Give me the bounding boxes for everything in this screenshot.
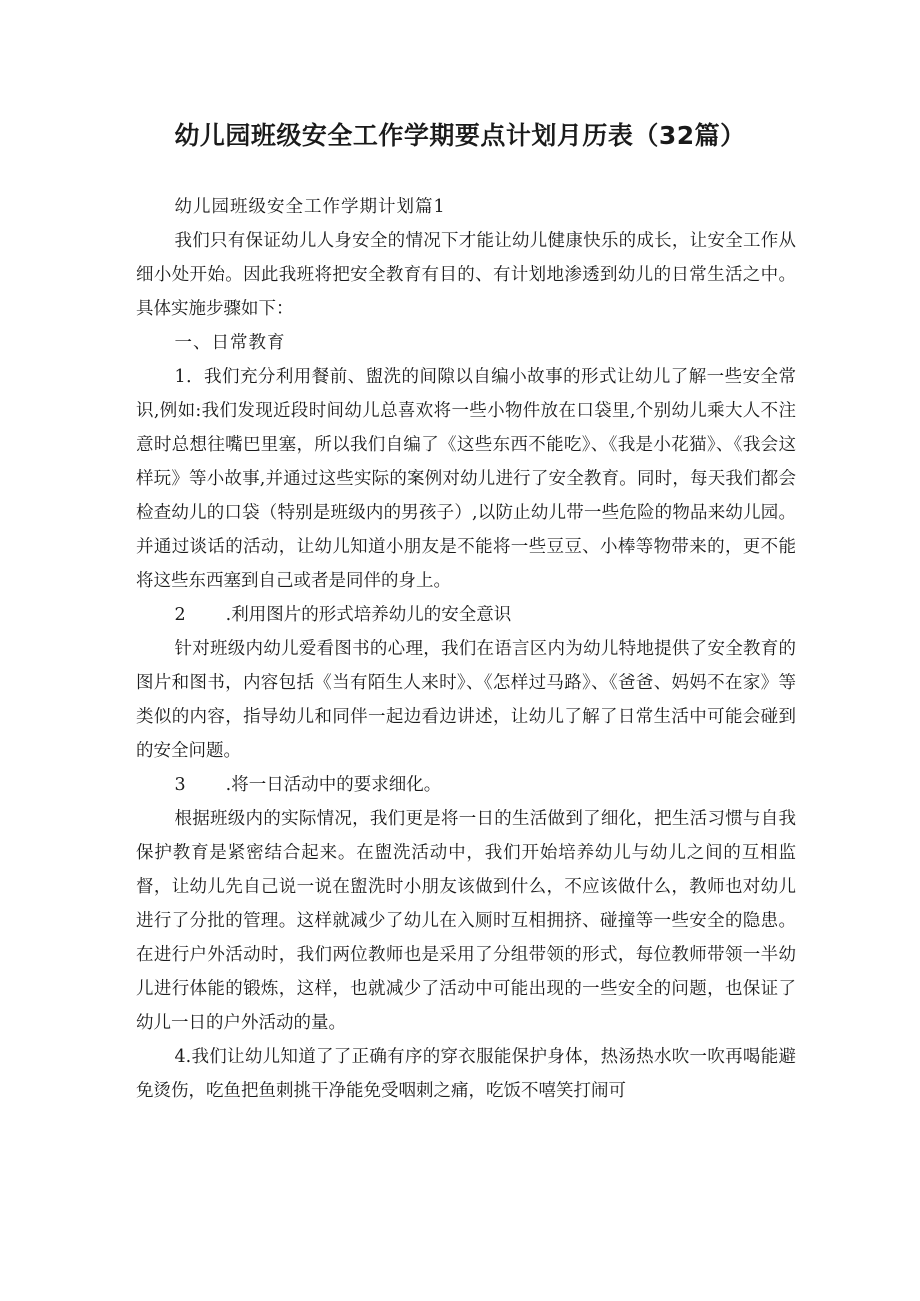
item-3-number: 3 [174, 775, 186, 795]
item-2-paragraph: 针对班级内幼儿爱看图书的心理，我们在语言区内为幼儿特地提供了安全教育的图片和图书，内容包括《当有陌生人来时》、《怎样过马路》、《爸爸、妈妈不在家》等类似的内容，指导幼儿和同伴一起边看边讲述，让幼儿了解了日常生活中可能会碰到的安全问题。 [136, 639, 796, 761]
item-2-heading [136, 598, 796, 632]
document-title: 幼儿园班级安全工作学期要点计划月历表（32篇） [174, 121, 746, 150]
item-2-text: .利用图片的形式培养幼儿的安全意识 [225, 605, 512, 625]
item-3-heading [136, 768, 796, 802]
section-heading: 幼儿园班级安全工作学期计划篇1 [174, 197, 446, 217]
item-2-number: 2 [174, 605, 186, 625]
document-body [136, 190, 796, 1108]
intro-paragraph: 我们只有保证幼儿人身安全的情况下才能让幼儿健康快乐的成长，让安全工作从细小处开始。因此我班将把安全教育有目的、有计划地渗透到幼儿的日常生活之中。具体实施步骤如下： [136, 231, 796, 319]
item-1-paragraph: 1．我们充分利用餐前、盥洗的间隙以自编小故事的形式让幼儿了解一些安全常识,例如:我们发现近段时间幼儿总喜欢将一些小物件放在口袋里,个别幼儿乘大人不注意时总想往嘴巴里塞，所以我们自编了《这些东西不能吃》、《我是小花猫》、《我会这样玩》等小故事,并通过这些实际的案例对幼儿进行了安全教育。同时，每天我们都会检查幼儿的口袋（特别是班级内的男孩子）,以防止幼儿带一些危险的物品来幼儿园。并通过谈话的活动，让幼儿知道小朋友是不能将一些豆豆、小棒等物带来的，更不能将这些东西塞到自己或者是同伴的身上。 [136, 367, 796, 591]
item-4-paragraph: 4.我们让幼儿知道了了正确有序的穿衣服能保护身体，热汤热水吹一吹再喝能避免烫伤，吃鱼把鱼刺挑干净能免受咽刺之痛，吃饭不嘻笑打闹可 [136, 1047, 796, 1101]
item-3-paragraph: 根据班级内的实际情况，我们更是将一日的生活做到了细化，把生活习惯与自我保护教育是紧密结合起来。在盥洗活动中，我们开始培养幼儿与幼儿之间的互相监督，让幼儿先自己说一说在盥洗时小朋友该做到什么，不应该做什么，教师也对幼儿进行了分批的管理。这样就减少了幼儿在入厕时互相拥挤、碰撞等一些安全的隐患。在进行户外活动时，我们两位教师也是采用了分组带领的形式，每位教师带领一半幼儿进行体能的锻炼，这样，也就减少了活动中可能出现的一些安全的问题，也保证了幼儿一日的户外活动的量。 [136, 809, 796, 1033]
item-3-text: .将一日活动中的要求细化。 [225, 775, 442, 795]
subsection-heading: 一、日常教育 [174, 333, 286, 353]
